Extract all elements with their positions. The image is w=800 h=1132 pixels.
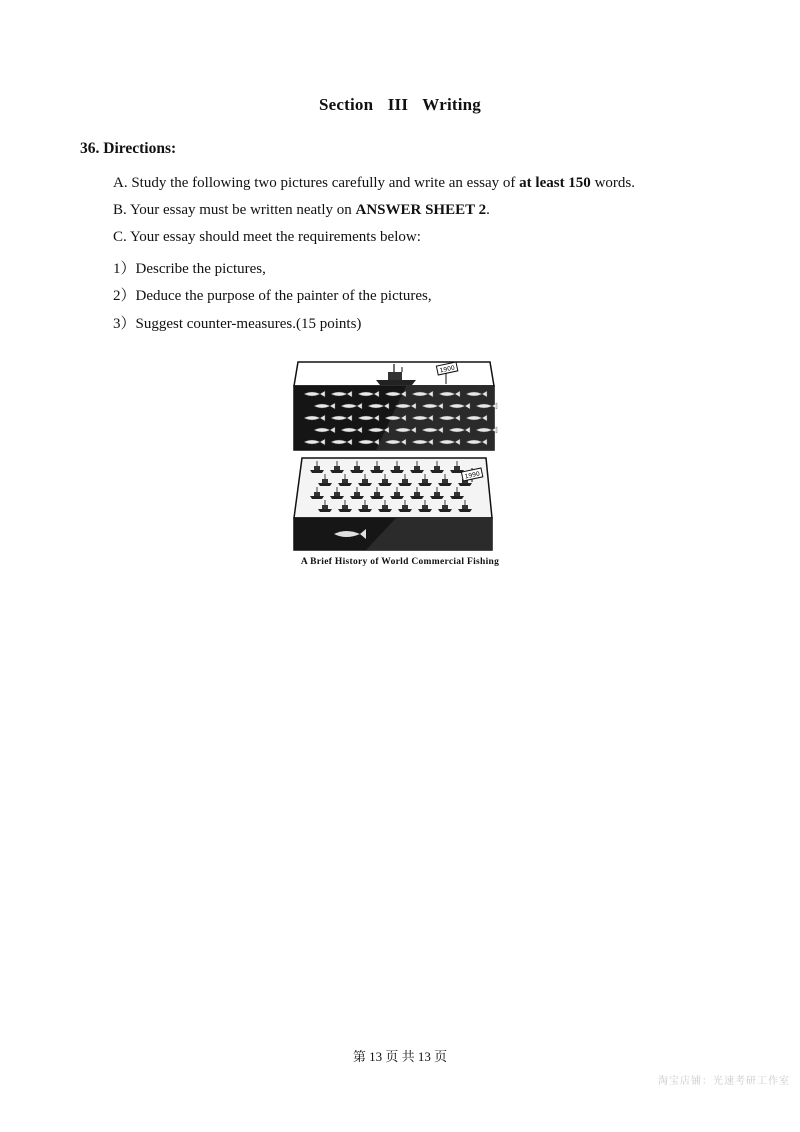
direction-b-bold: ANSWER SHEET 2: [355, 202, 487, 218]
watermark: 淘宝店铺：光速考研工作室: [658, 1076, 790, 1087]
direction-c: C. Your essay should meet the requirements below:: [113, 229, 421, 245]
direction-a: A. Study the following two pictures carefully and write an essay of at least 150 words.: [113, 175, 635, 191]
direction-b: B. Your essay must be written neatly on ANSWER SHEET 2.: [113, 202, 490, 218]
figure-caption: A Brief History of World Commercial Fishing: [300, 557, 500, 567]
svg-text:1900: 1900: [439, 364, 456, 375]
requirement-3: 3）Suggest counter-measures.(15 points): [113, 316, 362, 332]
page-footer: 第 13 页 共 13 页: [352, 1049, 448, 1064]
svg-text:1990: 1990: [464, 470, 481, 481]
direction-a-bold: at least 150: [519, 175, 591, 191]
question-heading: 36. Directions:: [80, 140, 177, 157]
requirement-2: 2）Deduce the purpose of the painter of the pictures,: [113, 288, 432, 304]
section-title: Section III Writing: [318, 95, 482, 114]
fishing-cartoon: [276, 358, 520, 558]
requirement-1: 1）Describe the pictures,: [113, 261, 266, 277]
